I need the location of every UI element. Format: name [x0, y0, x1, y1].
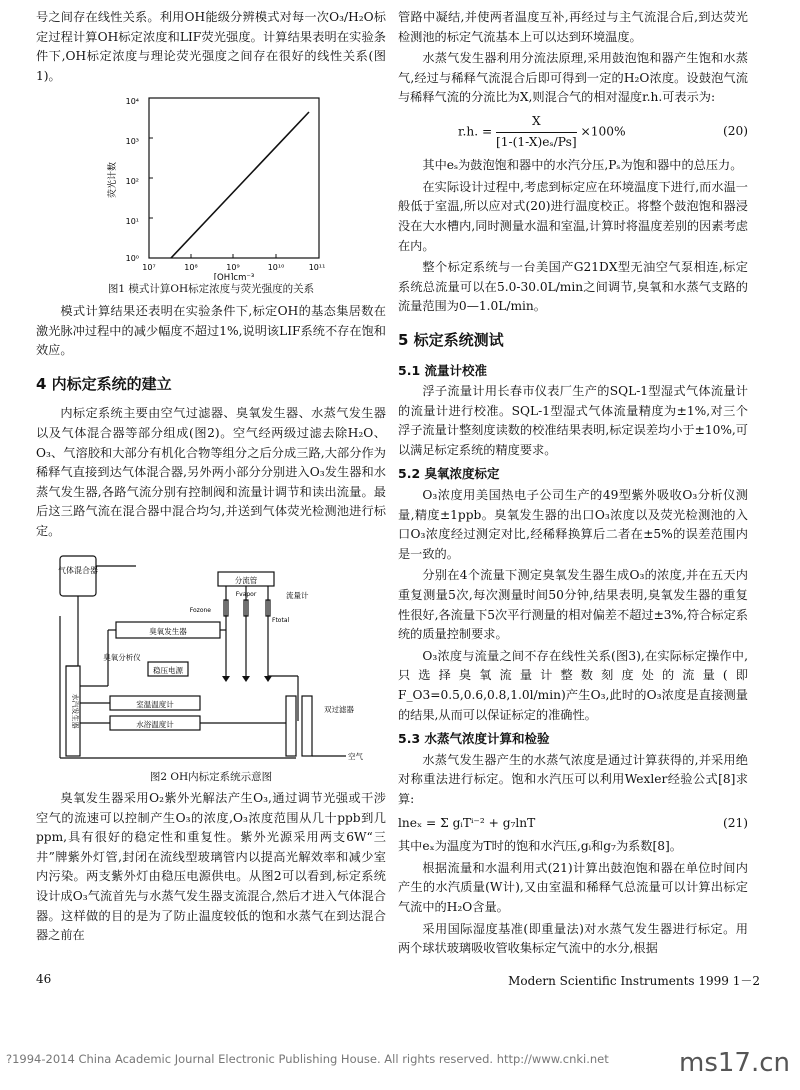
eq20-fraction — [496, 112, 577, 152]
paragraph: 浮子流量计用长春市仪表厂生产的SQL-1型湿式气体流量计的流量计进行校准。SQL-1型湿式气体流量精度为±1%,对三个浮子流量计整刻度读数的校准结果表明,标定误差均小于±10%,可以满足标定系统的精度要求。 — [398, 384, 748, 457]
equation-20 — [398, 112, 748, 152]
subsection-heading: 5.3 水蒸气浓度计算和检验 — [398, 731, 550, 747]
valve-icon — [242, 676, 250, 682]
filter-1 — [286, 696, 296, 756]
diagram-label-power: 稳压电源 — [153, 665, 183, 675]
figure-1-plot — [91, 90, 331, 280]
eq20-numerator: X — [496, 112, 577, 133]
y-tick: 10¹ — [125, 217, 139, 227]
diagram-label-mixer: 气体混合器 — [58, 565, 98, 575]
figure-1-caption: 图1 模式计算OH标定浓度与荧光强度的关系 — [107, 283, 315, 296]
diagram-label-ozone-analyzer: 臭氧分析仪 — [103, 652, 141, 662]
eq20-lhs: r.h. = — [458, 124, 493, 139]
y-tick: 10² — [125, 177, 139, 187]
left-column — [36, 8, 386, 948]
paragraph: 其中eₛ为鼓泡饱和器中的水汽分压,Pₛ为饱和器中的总压力。 — [422, 158, 743, 173]
paragraph: 水蒸气发生器利用分流法原理,采用鼓泡饱和器产生饱和水蒸气,经过与稀释气流混合后即可得到一定的H₂O浓度。设鼓泡气流与稀释气流的分流比为X,则混合气的相对湿度r.h.可表示为: — [398, 51, 748, 105]
paragraph: 臭氧发生器采用O₂紫外光解法产生O₃,通过调节光强或干涉空气的流速可以控制产生O₃的浓度,O₃浓度范围从几十ppb到几ppm,具有很好的稳定性和重复性。紫外光源采用两支6W“三井”牌紫外灯管,封闭在流线型玻璃管内以提高光解效率和减少室内污染。两支紫外灯由稳压电源供电。从图2可以看到,标定系统设计成O₃气流首先与水蒸气发生器支流混合,然后才进入气体混合器。这样做的目的是为了防止温度较低的饱和水蒸气在到达混合器之前在 — [36, 791, 386, 943]
trend-line — [171, 112, 309, 258]
paragraph: 其中eₓ为温度为T时的饱和水汽压,gᵢ和g₇为系数[8]。 — [398, 839, 682, 854]
figure-2-caption: 图2 OH内标定系统示意图 — [149, 770, 273, 783]
x-tick: 10⁹ — [226, 263, 240, 273]
valve-icon — [264, 676, 272, 682]
diagram-label-air: 空气 — [348, 751, 363, 761]
x-tick: 10¹⁰ — [267, 263, 285, 273]
paragraph: 采用国际湿度基准(即重量法)对水蒸气发生器进行标定。用两个球状玻璃吸收管收集标定气流中的水分,根据 — [398, 921, 748, 956]
paragraph: 水蒸气发生器产生的水蒸气浓度是通过计算获得的,并采用绝对称重法进行标定。饱和水汽压可以利用Wexler经验公式[8]求算: — [398, 752, 748, 806]
paragraph: 在实际设计过程中,考虑到标定应在环境温度下进行,而水温一般低于室温,所以应对式(20)进行温度校正。将整个鼓泡饱和器浸没在大水槽内,同时测量水温和室温,计算时将温度差别的因素考虑在内。 — [398, 179, 748, 253]
page-number: 46 — [36, 972, 52, 986]
x-tick: 10¹¹ — [308, 263, 326, 273]
x-tick: 10⁷ — [142, 263, 156, 273]
diagram-label-filter: 双过滤器 — [324, 704, 354, 714]
paragraph: 分别在4个流量下测定臭氧发生器生成O₃的浓度,并在五天内重复测量5次,每次测量时间50分钟,结果表明,臭氧发生器的重复性很好,各流量下5次平行测量的相对偏差不超过±3%,符合标定系统的质量控制要求。 — [398, 568, 748, 642]
watermark: ms17.cn — [679, 1048, 790, 1078]
y-tick: 10³ — [125, 137, 139, 147]
diagram-label-flowmeter: 流量计 — [286, 590, 309, 600]
diagram-label-fvapor: Fvapor — [235, 590, 257, 598]
diagram-label-room-temp: 室温温度计 — [136, 699, 174, 709]
filter-2 — [302, 696, 312, 756]
paragraph: 管路中凝结,并使两者温度互补,再经过与主气流混合后,到达荧光检测池的标定气流基本上可以达到环境温度。 — [398, 10, 748, 44]
paragraph: 模式计算结果还表明在实验条件下,标定OH的基态集居数在激光脉冲过程中的减少幅度不超过1%,说明该LIF系统不存在饱和效应。 — [36, 303, 386, 358]
gas-mixer-box — [60, 556, 96, 596]
paragraph: O₃浓度用美国热电子公司生产的49型紫外吸收O₃分析仪测量,精度±1ppb。臭氧发生器的出口O₃浓度以及荧光检测池的入口O₃浓度经过测定对比,经稀释换算后二者在±5%的误差范围内是一致的。 — [398, 488, 748, 561]
y-tick: 10⁰ — [125, 254, 139, 264]
figure-2-diagram — [46, 546, 376, 768]
eq21-number: (21) — [722, 815, 748, 830]
paragraph: 整个标定系统与一台美国产G21DX型无油空气泵相连,标定系统总流量可以在5.0-30.0L/min之间调节,臭氧和水蒸气支路的流量范围为0—1.0L/min。 — [398, 260, 748, 314]
paragraph: 根据流量和水温利用式(21)计算出鼓泡饱和器在单位时间内产生的水汽质量(W计),又由室温和稀释气总流量可以计算出标定气流中的H₂O含量。 — [398, 860, 748, 914]
eq20-rhs: ×100% — [580, 124, 626, 139]
eq20-number: (20) — [722, 124, 748, 139]
plot-frame — [149, 98, 319, 258]
eq20-denominator: [1-(1-X)eₛ/Ps] — [496, 134, 577, 149]
paragraph: 号之间存在线性关系。利用OH能级分辨模式对每一次O₃/H₂O标定过程计算OH标定浓度和LIF荧光强度。计算结果表明在实验条件下,OH标定浓度与理论荧光强度之间存在很好的线性关系(图1)。 — [36, 10, 386, 83]
diagram-label-fozone: Fozone — [189, 606, 211, 614]
diagram-label-water-temp: 水浴温度计 — [136, 719, 174, 729]
y-ticks — [126, 97, 139, 263]
diagram-label-ftotal: Ftotal — [272, 616, 290, 624]
paragraph: 内标定系统主要由空气过滤器、臭氧发生器、水蒸气发生器以及气体混合器等部分组成(图2)。空气经两级过滤去除H₂O、O₃、气溶胶和大部分有机化合物等组分之后分成三路,大部分作为稀释气直接到达气体混合器,另外两小部分分别进入O₃发生器和水蒸气发生器,各路气流分别有控制阀和流量计调节和读出流量。最后这三路气流在混合器中混合均匀,并送到气体荧光检测池进行标定。 — [36, 406, 386, 538]
x-axis-label: [OH]cm⁻³ — [213, 273, 255, 281]
subsection-heading: 5.1 流量计校准 — [398, 362, 487, 378]
eq21-expression: lneₓ = Σ gᵢTⁱ⁻² + g₇lnT — [398, 815, 536, 830]
subsection-heading: 5.2 臭氧浓度标定 — [398, 466, 500, 482]
diagram-label-distributor: 分流管 — [234, 575, 258, 585]
y-tick: 10⁴ — [125, 97, 139, 107]
paragraph: O₃浓度与流量之间不存在线性关系(图3),在实际标定操作中,只选择臭氧流量计整数刻度处的流量(即F_O3=0.5,0.6,0.8,1.0l/min)产生O₃,此时的O₃浓度是直接测量的结果,从而可以保证标定的准确性。 — [398, 648, 748, 722]
diagram-label-ozone-generator: 臭氧发生器 — [149, 626, 187, 636]
x-tick: 10⁸ — [184, 263, 198, 273]
equation-21 — [398, 814, 748, 834]
section-heading: 4 内标定系统的建立 — [36, 374, 172, 393]
journal-footer: Modern Scientific Instruments 1999 1－2 — [508, 974, 760, 988]
copyright-line: ?1994-2014 China Academic Journal Electronic Publishing House. All rights reserved. http://www.cnki.net — [6, 1052, 609, 1066]
right-column — [398, 8, 748, 961]
y-axis-label: 荧光计数 — [108, 162, 118, 199]
valve-icon — [222, 676, 230, 682]
section-heading: 5 标定系统测试 — [398, 330, 504, 349]
x-ticks — [142, 263, 325, 272]
diagram-label-vapor-generator: 水汽发生器 — [71, 693, 79, 728]
